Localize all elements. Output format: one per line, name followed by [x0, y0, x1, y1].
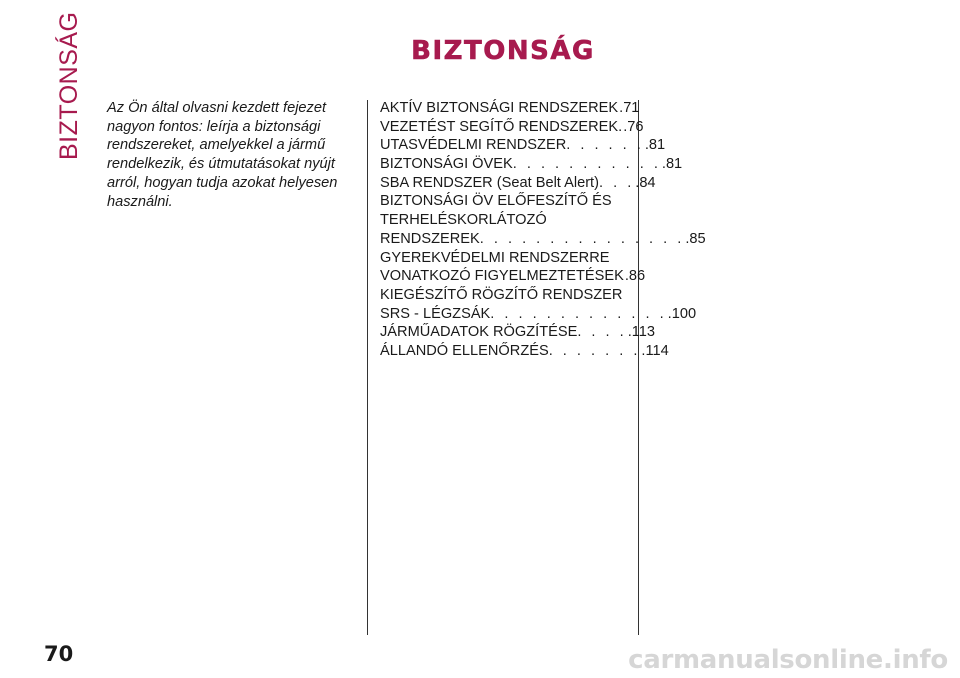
toc-entry-title: BIZTONSÁGI ÖVEK	[380, 156, 513, 173]
toc-entry[interactable]	[380, 192, 630, 211]
toc-entry-title: BIZTONSÁGI ÖV ELŐFESZÍTŐ ÉS	[380, 193, 612, 210]
toc-entry-leader: . . . . . . . . . . . . .	[490, 305, 667, 322]
side-section-label: BIZTONSÁG	[55, 11, 83, 160]
toc-entry-page: .100	[667, 305, 697, 322]
toc-entry-title: KIEGÉSZÍTŐ RÖGZÍTŐ RENDSZER	[380, 286, 623, 303]
toc-entry-leader: . . . . . . . . . . . . . . .	[479, 230, 685, 247]
toc-entry-title: SRS - LÉGZSÁK	[380, 305, 491, 322]
toc-entry-title: RENDSZEREK	[380, 230, 480, 247]
column-divider-left	[367, 100, 368, 635]
toc-entry-title: GYEREKVÉDELMI RENDSZERRE	[380, 249, 610, 266]
toc-entry[interactable]	[380, 249, 630, 268]
toc-entry-leader: . . . . . . .	[548, 342, 641, 359]
toc-entry[interactable]	[380, 99, 640, 118]
toc-entry[interactable]	[380, 230, 706, 249]
toc-entry-page: .85	[685, 230, 706, 247]
watermark: carmanualsonline.info	[628, 645, 948, 675]
toc-entry[interactable]	[380, 267, 646, 286]
toc-entry[interactable]	[380, 174, 656, 193]
toc-entry[interactable]	[380, 211, 630, 230]
toc-entry-title: VEZETÉST SEGÍTŐ RENDSZEREK.	[380, 118, 623, 135]
toc-entry-page: .113	[627, 324, 656, 341]
toc-entry-leader: . . . . . .	[566, 137, 644, 154]
toc-entry-page: .84	[635, 174, 656, 191]
chapter-title: BIZTONSÁG	[411, 36, 595, 66]
toc-entry[interactable]	[380, 136, 666, 155]
toc-entry-title: AKTÍV BIZTONSÁGI RENDSZEREK	[380, 100, 619, 116]
toc-entry-title: VONATKOZÓ FIGYELMEZTETÉSEK	[380, 268, 624, 285]
toc-entry[interactable]	[380, 323, 656, 342]
toc-entry-page: .71	[619, 100, 640, 116]
toc-entry[interactable]	[380, 305, 697, 324]
toc-entry-title: ÁLLANDÓ ELLENŐRZÉS	[380, 342, 549, 359]
toc-entry-title: SBA RENDSZER (Seat Belt Alert)	[380, 174, 599, 191]
toc-entry-page: .81	[661, 156, 683, 173]
toc-entry-page: .76	[623, 118, 644, 135]
toc-entry-title: UTASVÉDELMI RENDSZER	[380, 137, 567, 154]
toc-entry-leader: . . . . . . . . . . .	[512, 156, 661, 173]
toc-entry-title: JÁRMŰADATOK RÖGZÍTÉSE	[380, 324, 578, 341]
toc-entry-page: .81	[644, 137, 666, 154]
toc-entry-page: .114	[641, 342, 669, 359]
toc-entry-page: .86	[624, 268, 646, 285]
toc-entry[interactable]	[380, 342, 669, 361]
toc-entry[interactable]	[380, 155, 683, 174]
toc-entry[interactable]	[380, 118, 644, 137]
toc-entry-leader: . . .	[598, 174, 635, 191]
table-of-contents	[380, 99, 706, 361]
toc-entry-leader: . . . .	[577, 324, 627, 341]
page-number: 70	[44, 642, 74, 666]
toc-entry[interactable]	[380, 286, 630, 305]
toc-entry-title: TERHELÉSKORLÁTOZÓ	[380, 212, 547, 229]
chapter-intro-text: Az Ön által olvasni kezdett fejezet nagyon fontos: leírja a biztonsági rendszereket, amelyekkel a jármű rendelkezik, és útmutatásokat nyújt arról, hogyan tudja azokat helyesen használni.	[107, 100, 338, 210]
